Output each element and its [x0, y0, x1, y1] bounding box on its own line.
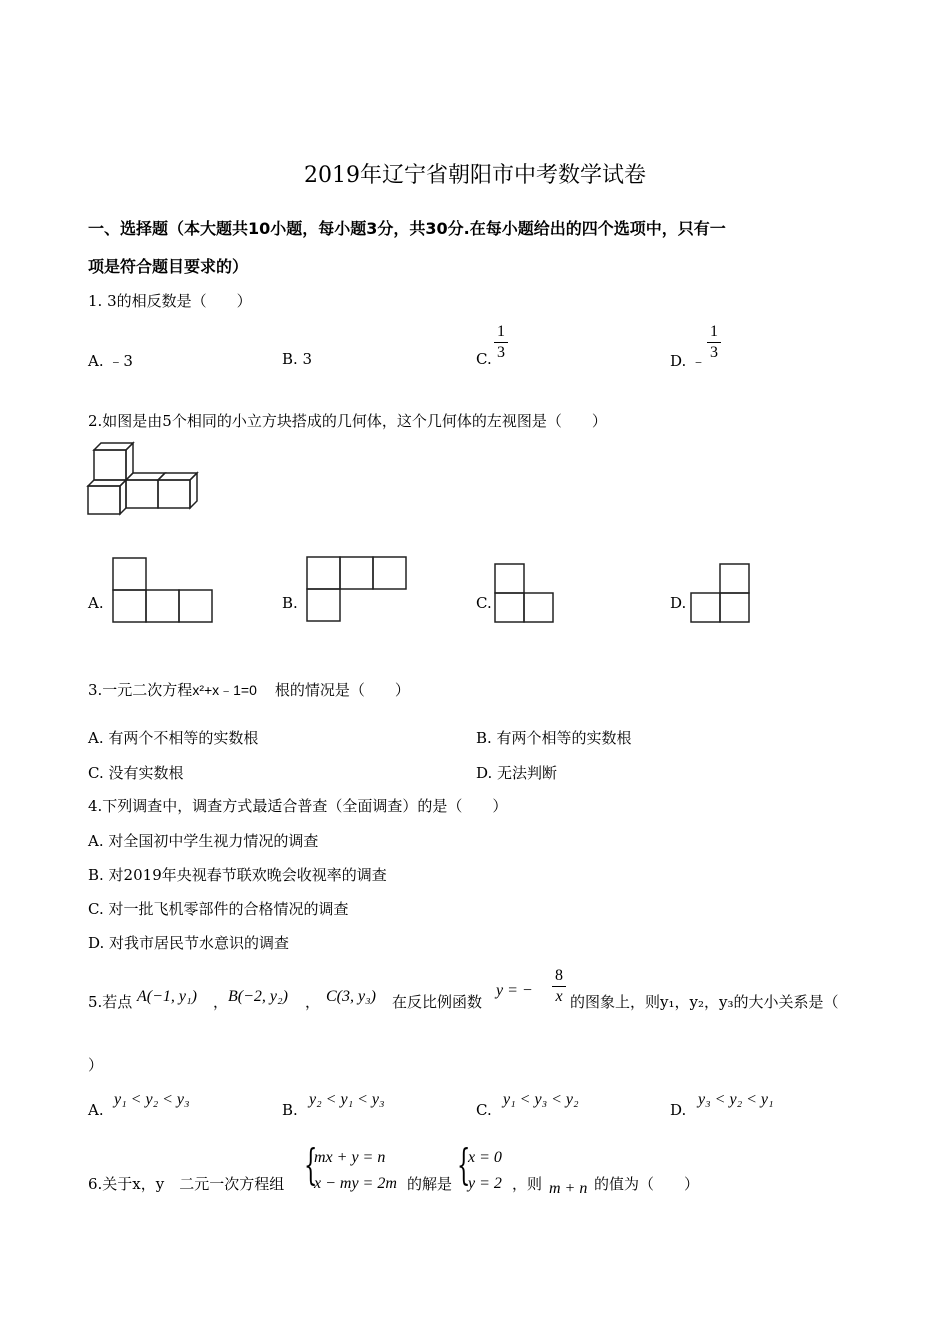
q4-option-a: A. 对全国初中学生视力情况的调查 — [88, 832, 319, 850]
q2-option-a-figure — [112, 557, 214, 625]
q3-equation: x²+x﹣1=0 — [192, 682, 257, 698]
q3-prefix: 3.一元二次方程 — [88, 681, 193, 699]
q5-prefix: 5.若点 — [88, 993, 133, 1011]
q5-option-d: D. — [670, 1101, 687, 1119]
q4-option-b: B. 对2019年央视春节联欢晚会收视率的调查 — [88, 866, 387, 884]
q4-option-c: C. 对一批飞机零部件的合格情况的调查 — [88, 900, 349, 918]
q5-mid: 在反比例函数 — [392, 993, 483, 1011]
q6-equation-2: x − my = 2m — [314, 1175, 397, 1192]
q5-option-d-expr: y₃ < y₂ < y₁ — [698, 1091, 774, 1108]
q6-equation-1: mx + y = n — [314, 1149, 386, 1166]
q2-option-b-figure — [306, 556, 408, 624]
q2-option-b: B. — [282, 594, 298, 612]
q3-option-d: D. 无法判断 — [476, 764, 558, 782]
q5-point-b: B(−2, y₂) — [228, 988, 288, 1005]
q1-option-a: A. ﹣3 — [88, 352, 133, 370]
q6-prefix: 6.关于x，y 二元一次方程组 — [88, 1175, 285, 1193]
q1-option-c-fraction: 1 3 — [494, 323, 508, 362]
q1-option-c: C. — [476, 350, 492, 368]
q5-option-b-expr: y₂ < y₁ < y₃ — [309, 1091, 385, 1108]
q2-option-a: A. — [88, 594, 104, 612]
section-header-line2: 项是符合题目要求的） — [88, 257, 249, 276]
q6-expression: m + n — [549, 1180, 588, 1197]
q2-option-d-figure — [690, 563, 752, 625]
q1-option-b: B. 3 — [282, 350, 313, 368]
q5-option-c: C. — [476, 1101, 492, 1119]
q5-suffix: 的图象上，则y₁，y₂，y₃的大小关系是（ — [570, 993, 839, 1011]
q3-option-c: C. 没有实数根 — [88, 764, 184, 782]
q5-point-a: A(−1, y₁) — [137, 988, 197, 1005]
question-2-text: 2.如图是由5个相同的小立方块搭成的几何体，这个几何体的左视图是（ ） — [88, 412, 607, 430]
cube-figure — [86, 440, 206, 520]
q3-option-a: A. 有两个不相等的实数根 — [88, 729, 259, 747]
q5-point-c: C(3, y₃) — [326, 988, 376, 1005]
section-header-line1: 一、选择题（本大题共10小题，每小题3分，共30分.在每小题给出的四个选项中，只有一 — [88, 219, 726, 238]
q3-option-b: B. 有两个相等的实数根 — [476, 729, 632, 747]
q5-option-a-expr: y₁ < y₂ < y₃ — [114, 1091, 190, 1108]
q1-option-d-fraction: 1 3 — [707, 323, 721, 362]
q2-option-c: C. — [476, 594, 492, 612]
q6-solution — [468, 1145, 502, 1197]
question-4-text: 4.下列调查中，调查方式最适合普查（全面调查）的是（ ） — [88, 797, 508, 815]
q1-option-d: D. ﹣ — [670, 352, 707, 370]
page-title: 2019年辽宁省朝阳市中考数学试卷 — [304, 163, 646, 188]
question-1-text: 1. 3的相反数是（ ） — [88, 292, 252, 310]
q6-mid: 的解是 — [407, 1175, 453, 1193]
q5-option-b: B. — [282, 1101, 298, 1119]
q6-solution-2: y = 2 — [468, 1175, 502, 1192]
q6-suffix: 的值为（ ） — [594, 1175, 700, 1193]
q5-function-lhs: y = − — [496, 982, 533, 999]
q6-system — [314, 1145, 397, 1197]
q2-option-c-figure — [494, 563, 556, 625]
q5-option-a: A. — [88, 1101, 104, 1119]
question-3-text — [88, 679, 410, 700]
q6-solution-brace: { — [457, 1140, 471, 1189]
q3-suffix: 根的情况是（ ） — [274, 681, 410, 699]
q6-solution-1: x = 0 — [468, 1149, 502, 1166]
q5-close: ） — [88, 1056, 104, 1074]
q4-option-d: D. 对我市居民节水意识的调查 — [88, 934, 290, 952]
q5-option-c-expr: y₁ < y₃ < y₂ — [503, 1091, 579, 1108]
q6-system-brace: { — [304, 1140, 318, 1189]
q6-then: ，则 — [512, 1175, 543, 1193]
q2-option-d: D. — [670, 594, 687, 612]
q5-function-fraction: 8 x — [552, 967, 566, 1006]
